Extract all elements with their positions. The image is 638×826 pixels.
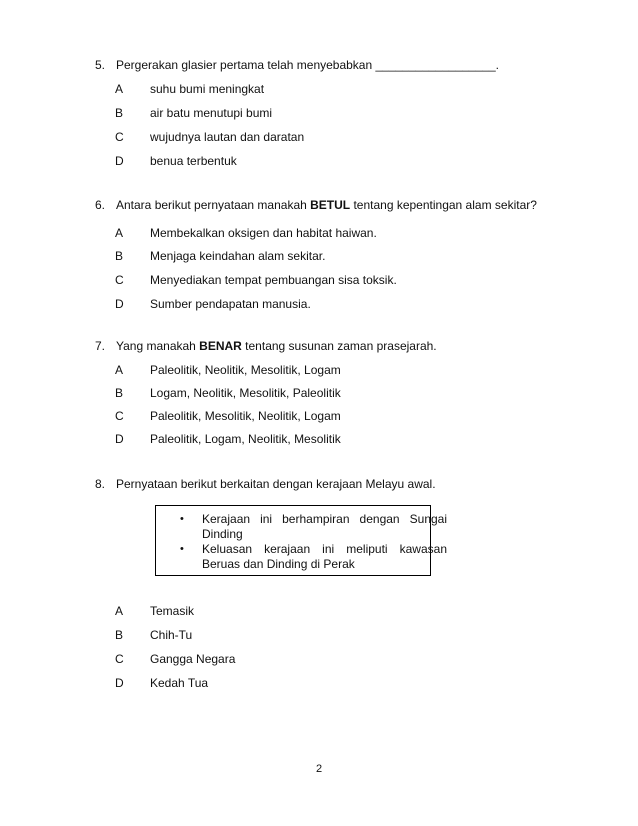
option-d[interactable] (115, 432, 535, 448)
option-c[interactable] (115, 130, 535, 146)
option-letter: B (115, 386, 124, 400)
option-c[interactable] (115, 652, 535, 668)
question-text: Pernyataan berikut berkaitan dengan kerajaan Melayu awal. (116, 477, 436, 491)
option-b[interactable] (115, 628, 535, 644)
option-letter: B (115, 106, 124, 120)
question-number: 5. (95, 58, 106, 72)
option-letter: C (115, 652, 124, 666)
option-text: Menyediakan tempat pembuangan sisa toksik. (150, 273, 397, 287)
option-letter: C (115, 273, 124, 287)
option-text: Paleolitik, Mesolitik, Neolitik, Logam (150, 409, 341, 423)
option-letter: A (115, 82, 124, 96)
question-text: Pergerakan glasier pertama telah menyebabkan __________________. (116, 58, 499, 72)
option-letter: D (115, 297, 124, 311)
emphasis-word: BETUL (310, 198, 351, 212)
option-text: Paleolitik, Logam, Neolitik, Mesolitik (150, 432, 341, 446)
option-letter: B (115, 249, 124, 263)
option-d[interactable] (115, 676, 535, 692)
statement-box (155, 505, 447, 576)
option-text: Chih-Tu (150, 628, 193, 642)
option-a[interactable] (115, 363, 535, 379)
option-b[interactable] (115, 249, 535, 265)
question-text: Antara berikut pernyataan manakah BETUL tentang kepentingan alam sekitar? (116, 198, 537, 212)
option-letter: A (115, 604, 124, 618)
option-c[interactable] (115, 273, 535, 289)
option-letter: A (115, 363, 124, 377)
option-text: Menjaga keindahan alam sekitar. (150, 249, 326, 263)
option-text: suhu bumi meningkat (150, 82, 265, 96)
option-text: air batu menutupi bumi (150, 106, 273, 120)
option-a[interactable] (115, 226, 535, 242)
option-text: Gangga Negara (150, 652, 236, 666)
option-letter: C (115, 409, 124, 423)
option-text: Temasik (150, 604, 195, 618)
question-number: 6. (95, 198, 106, 212)
statement-text: Kerajaan ini berhampiran dengan Sungai Dinding (202, 512, 447, 541)
option-c[interactable] (115, 409, 535, 425)
option-letter: D (115, 432, 124, 446)
option-letter: B (115, 628, 124, 642)
option-letter: A (115, 226, 124, 240)
option-text: benua terbentuk (150, 154, 237, 168)
option-a[interactable] (115, 82, 535, 98)
option-d[interactable] (115, 154, 535, 170)
emphasis-word: BENAR (199, 339, 242, 353)
question-number: 8. (95, 477, 106, 491)
bullet-icon: • (180, 513, 184, 525)
page-number: 2 (315, 763, 323, 775)
option-text: wujudnya lautan dan daratan (150, 130, 305, 144)
option-a[interactable] (115, 604, 535, 620)
question-number: 7. (95, 339, 106, 353)
option-text: Membekalkan oksigen dan habitat haiwan. (150, 226, 377, 240)
question-text: Yang manakah BENAR tentang susunan zaman prasejarah. (116, 339, 437, 353)
option-letter: D (115, 676, 124, 690)
option-letter: D (115, 154, 124, 168)
option-b[interactable] (115, 386, 535, 402)
option-b[interactable] (115, 106, 535, 122)
statement-text: Keluasan kerajaan ini meliputi kawasan Beruas dan Dinding di Perak (202, 542, 447, 571)
option-text: Sumber pendapatan manusia. (150, 297, 311, 311)
bullet-icon: • (180, 543, 184, 555)
option-text: Paleolitik, Neolitik, Mesolitik, Logam (150, 363, 341, 377)
option-d[interactable] (115, 297, 535, 313)
option-text: Logam, Neolitik, Mesolitik, Paleolitik (150, 386, 341, 400)
option-letter: C (115, 130, 124, 144)
option-text: Kedah Tua (150, 676, 209, 690)
